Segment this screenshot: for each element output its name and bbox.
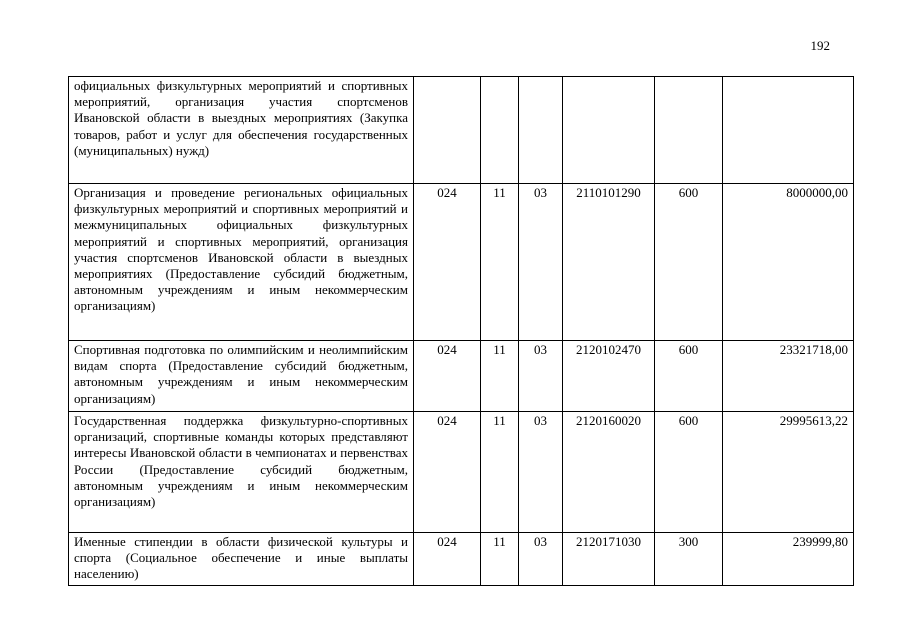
subsection-code: 03 bbox=[519, 412, 563, 533]
section-code: 11 bbox=[481, 341, 519, 412]
row-description: официальных физкультурных мероприятий и спортивных мероприятий, организация участия спортсменов Ивановской области в выездных мероприятиях (Закупка товаров, работ и услуг для обеспечения государственных (муниципальных) нужд) bbox=[69, 77, 414, 184]
ministry-code: 024 bbox=[414, 341, 481, 412]
expense-type-code: 600 bbox=[655, 341, 723, 412]
row-description: Государственная поддержка физкультурно-спортивных организаций, спортивные команды которых представляют интересы Ивановской области в чемпионатах и первенствах России (Предоставление субсидий бюджетным, автономным учреждениям и иным некоммерческим организациям) bbox=[69, 412, 414, 533]
row-description: Спортивная подготовка по олимпийским и неолимпийским видам спорта (Предоставление субсидий бюджетным, автономным учреждениям и иным некоммерческим организациям) bbox=[69, 341, 414, 412]
expense-type-code: 600 bbox=[655, 184, 723, 341]
target-article-code: 2110101290 bbox=[563, 184, 655, 341]
ministry-code: 024 bbox=[414, 184, 481, 341]
row-description: Именные стипендии в области физической культуры и спорта (Социальное обеспечение и иные выплаты населению) bbox=[69, 533, 414, 586]
target-article-code: 2120160020 bbox=[563, 412, 655, 533]
ministry-code: 024 bbox=[414, 412, 481, 533]
table-row bbox=[69, 533, 854, 586]
ministry-code: 024 bbox=[414, 533, 481, 586]
subsection-code bbox=[519, 77, 563, 184]
amount: 239999,80 bbox=[723, 533, 854, 586]
ministry-code bbox=[414, 77, 481, 184]
section-code: 11 bbox=[481, 533, 519, 586]
expense-type-code: 300 bbox=[655, 533, 723, 586]
target-article-code: 2120171030 bbox=[563, 533, 655, 586]
target-article-code: 2120102470 bbox=[563, 341, 655, 412]
row-description: Организация и проведение региональных официальных физкультурных мероприятий и спортивных мероприятий и межмуниципальных официальных физкультурных мероприятий и спортивных мероприятий, организация участия спортсменов Ивановской области в выездных мероприятиях (Предоставление субсидий бюджетным, автономным учреждениям и иным некоммерческим организациям) bbox=[69, 184, 414, 341]
amount: 23321718,00 bbox=[723, 341, 854, 412]
expense-type-code bbox=[655, 77, 723, 184]
amount bbox=[723, 77, 854, 184]
page-number: 192 bbox=[810, 38, 830, 53]
table-row bbox=[69, 77, 854, 184]
amount: 8000000,00 bbox=[723, 184, 854, 341]
table-row bbox=[69, 341, 854, 412]
section-code: 11 bbox=[481, 412, 519, 533]
budget-table bbox=[68, 76, 854, 586]
section-code bbox=[481, 77, 519, 184]
subsection-code: 03 bbox=[519, 341, 563, 412]
section-code: 11 bbox=[481, 184, 519, 341]
target-article-code bbox=[563, 77, 655, 184]
table-row bbox=[69, 412, 854, 533]
subsection-code: 03 bbox=[519, 184, 563, 341]
expense-type-code: 600 bbox=[655, 412, 723, 533]
table-row bbox=[69, 184, 854, 341]
subsection-code: 03 bbox=[519, 533, 563, 586]
amount: 29995613,22 bbox=[723, 412, 854, 533]
